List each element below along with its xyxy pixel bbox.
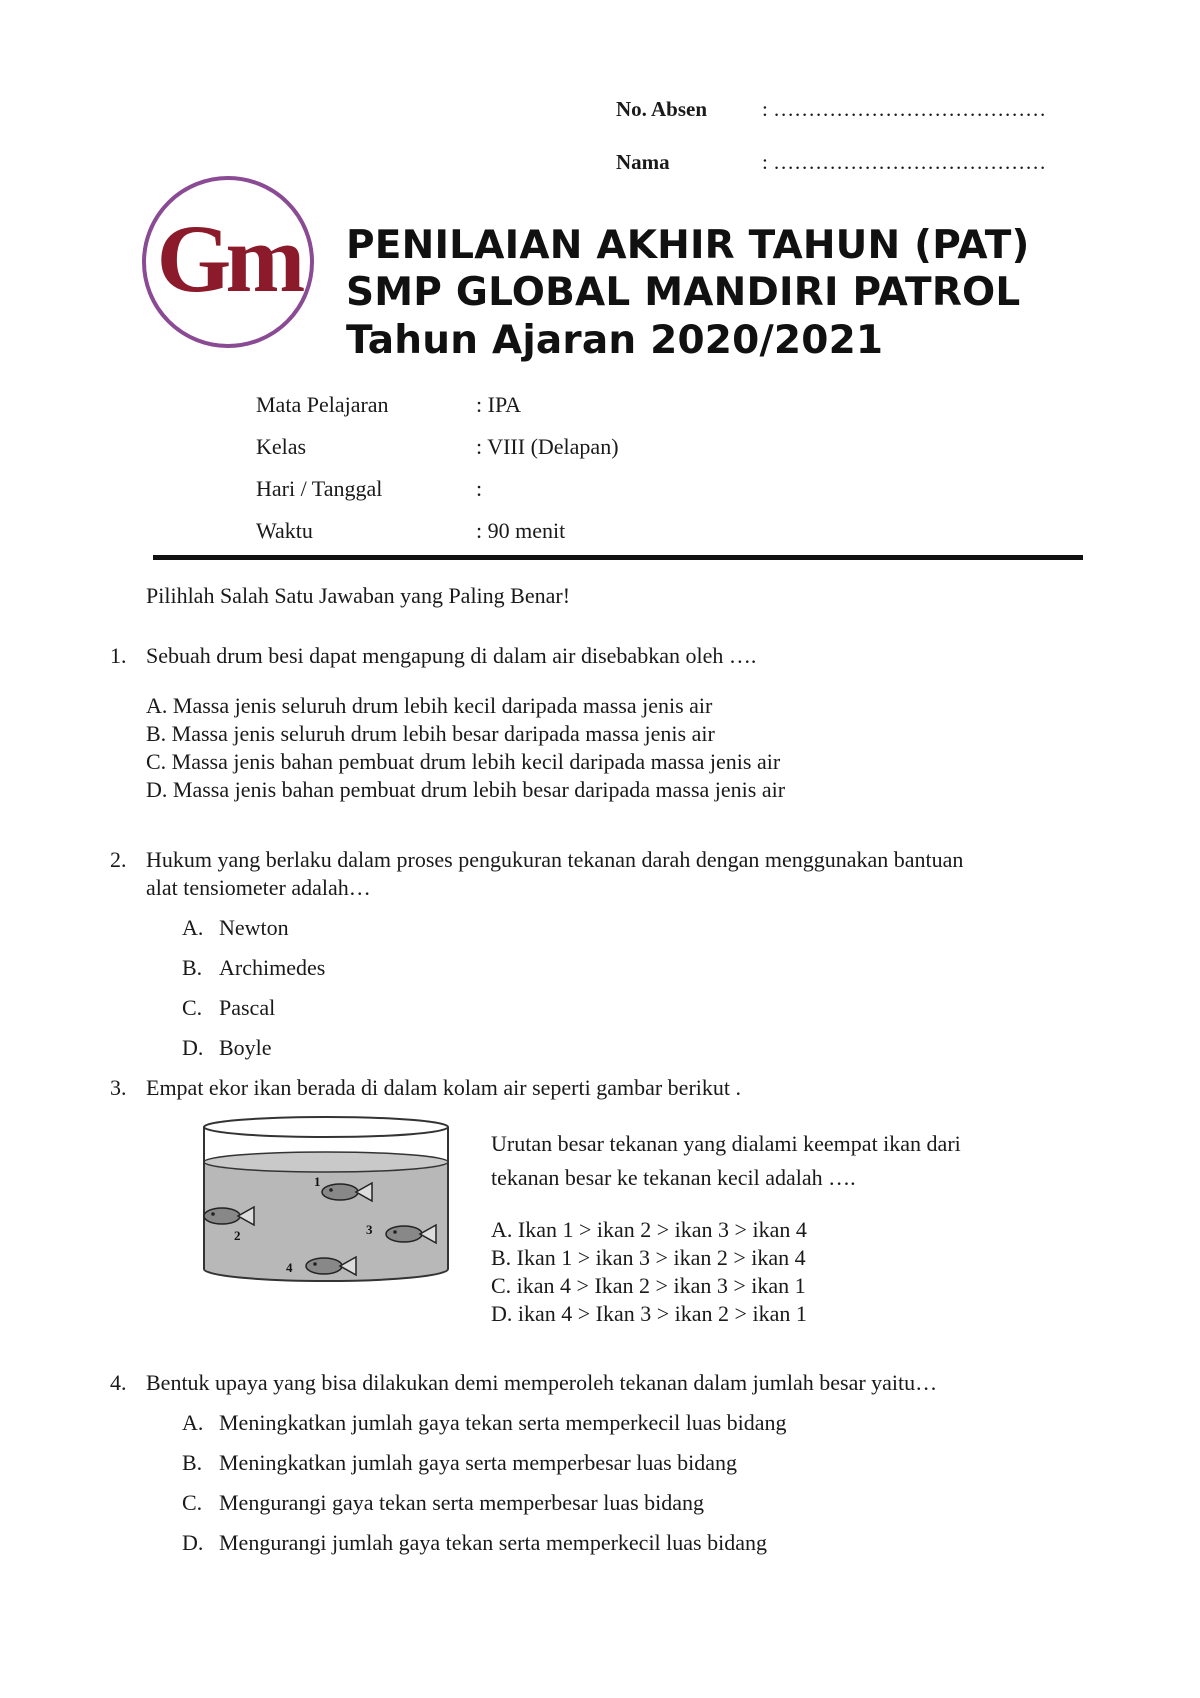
subject-value: : IPA [476,392,522,417]
question-2-text-line2: alat tensiometer adalah… [146,875,371,900]
q4-option-d-letter: D. [182,1530,204,1555]
q3-prompt-line2: tekanan besar ke tekanan kecil adalah …. [491,1165,856,1190]
q3-option-b[interactable]: B. Ikan 1 > ikan 3 > ikan 2 > ikan 4 [491,1245,806,1270]
tank-rim [204,1117,448,1137]
fish-tank-illustration [198,1112,458,1288]
water-surface [204,1152,448,1172]
fish-3-label: 3 [366,1222,373,1237]
q1-option-c[interactable]: C. Massa jenis bahan pembuat drum lebih kecil daripada massa jenis air [146,749,781,774]
q2-option-b-letter: B. [182,955,203,980]
academic-year: Tahun Ajaran 2020/2021 [346,318,884,363]
question-4-text: Bentuk upaya yang bisa dilakukan demi memperoleh tekanan dalam jumlah besar yaitu… [146,1370,938,1395]
question-2-text-line1: Hukum yang berlaku dalam proses pengukuran tekanan darah dengan menggunakan bantuan [146,847,964,872]
fish-tank-figure [198,1112,458,1288]
logo-text: Gm [156,205,300,312]
subject-label: Mata Pelajaran [256,392,389,417]
q2-option-b[interactable]: Archimedes [219,955,326,980]
school-logo [140,174,316,350]
q2-option-c[interactable]: Pascal [219,995,276,1020]
q4-option-a[interactable]: Meningkatkan jumlah gaya tekan serta memperkecil luas bidang [219,1410,787,1435]
header-divider [153,555,1083,560]
absen-label: No. Absen [616,97,708,121]
class-value: : VIII (Delapan) [476,434,619,459]
q2-option-a[interactable]: Newton [219,915,289,940]
question-2-number: 2. [110,847,127,872]
school-name: SMP GLOBAL MANDIRI PATROL [346,270,1021,315]
fish-2-label: 2 [234,1228,241,1243]
q2-option-d-letter: D. [182,1035,204,1060]
q3-option-c[interactable]: C. ikan 4 > Ikan 2 > ikan 3 > ikan 1 [491,1273,806,1298]
q4-option-c-letter: C. [182,1490,203,1515]
q3-prompt-line1: Urutan besar tekanan yang dialami keempat ikan dari [491,1131,961,1156]
q1-option-b[interactable]: B. Massa jenis seluruh drum lebih besar daripada massa jenis air [146,721,715,746]
instruction: Pilihlah Salah Satu Jawaban yang Paling Benar! [146,583,571,608]
q2-option-c-letter: C. [182,995,203,1020]
q2-option-d[interactable]: Boyle [219,1035,272,1060]
time-value: : 90 menit [476,518,566,543]
time-label: Waktu [256,518,313,543]
exam-title: PENILAIAN AKHIR TAHUN (PAT) [346,223,1030,268]
q4-option-d[interactable]: Mengurangi jumlah gaya tekan serta memperkecil luas bidang [219,1530,767,1555]
question-1-number: 1. [110,643,127,668]
q4-option-b[interactable]: Meningkatkan jumlah gaya serta memperbesar luas bidang [219,1450,738,1475]
q1-option-d[interactable]: D. Massa jenis bahan pembuat drum lebih besar daripada massa jenis air [146,777,786,802]
question-3-text: Empat ekor ikan berada di dalam kolam air seperti gambar berikut . [146,1075,741,1100]
q3-option-d[interactable]: D. ikan 4 > Ikan 3 > ikan 2 > ikan 1 [491,1301,807,1326]
q4-option-b-letter: B. [182,1450,203,1475]
q3-option-a[interactable]: A. Ikan 1 > ikan 2 > ikan 3 > ikan 4 [491,1217,807,1242]
q4-option-c[interactable]: Mengurangi gaya tekan serta memperbesar luas bidang [219,1490,705,1515]
absen-field[interactable]: : ………………………………… [762,97,1047,121]
q1-option-a[interactable]: A. Massa jenis seluruh drum lebih kecil daripada massa jenis air [146,693,713,718]
question-1-text: Sebuah drum besi dapat mengapung di dalam air disebabkan oleh …. [146,643,757,668]
nama-label: Nama [616,150,670,174]
q4-option-a-letter: A. [182,1410,204,1435]
fish-1-label: 1 [314,1174,321,1189]
question-4-number: 4. [110,1370,127,1395]
date-value[interactable]: : [476,476,483,501]
class-label: Kelas [256,434,307,459]
nama-field[interactable]: : ………………………………… [762,150,1047,174]
question-3-number: 3. [110,1075,127,1100]
fish-4-label: 4 [286,1260,293,1275]
logo-graphic [140,174,316,350]
q2-option-a-letter: A. [182,915,204,940]
date-label: Hari / Tanggal [256,476,383,501]
